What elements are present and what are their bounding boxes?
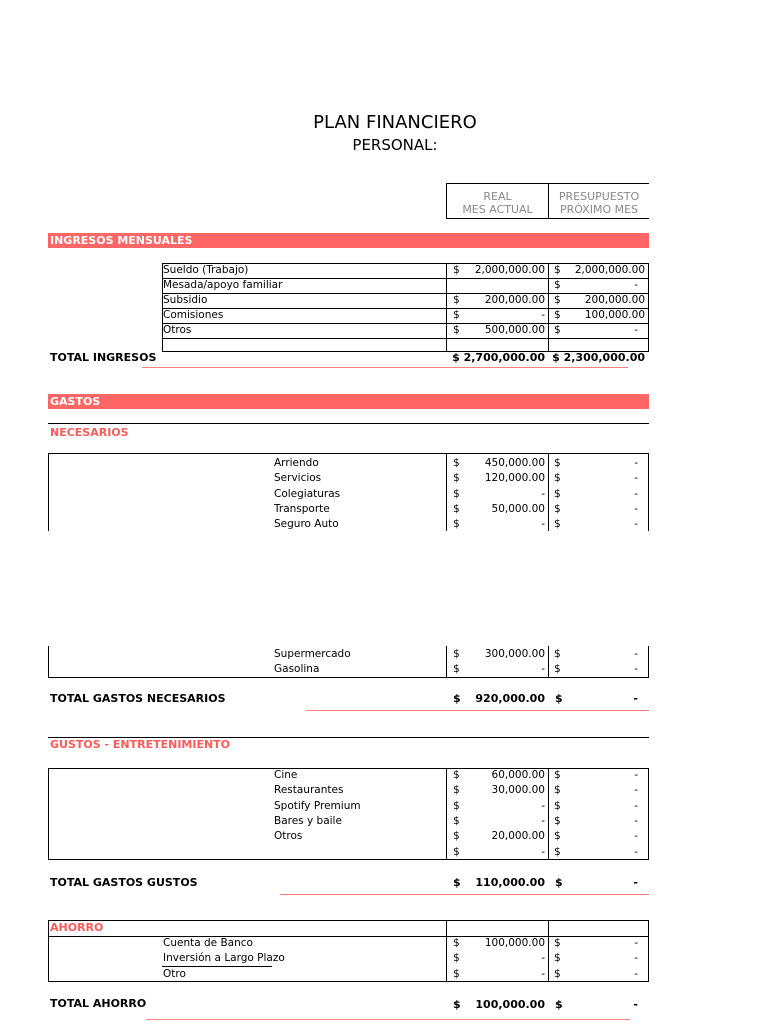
value-real: - xyxy=(541,952,545,965)
value-real: 50,000.00 xyxy=(491,502,545,515)
currency-symbol: $ xyxy=(453,784,460,797)
value-budget: 200,000.00 xyxy=(584,294,645,306)
total-ingresos-budget: $ 2,300,000.00 xyxy=(552,351,645,364)
total-gustos-label: TOTAL GASTOS GUSTOS xyxy=(50,876,198,889)
row-label: Servicios xyxy=(274,472,322,485)
value-budget: - xyxy=(634,952,638,965)
currency-symbol: $ xyxy=(554,518,561,531)
value-budget: - xyxy=(634,830,638,843)
currency-symbol: $ xyxy=(453,845,460,858)
currency-symbol: $ xyxy=(453,830,460,843)
total-gustos-budget: - xyxy=(633,876,638,889)
value-real: 450,000.00 xyxy=(484,457,545,469)
value-budget: - xyxy=(634,937,638,949)
column-header-real: REAL MES ACTUAL xyxy=(462,190,533,216)
currency-symbol: $ xyxy=(554,830,561,843)
total-ahorro-real: 100,000.00 xyxy=(475,998,545,1011)
total-necesarios-budget-dollar: $ xyxy=(555,692,563,705)
currency-symbol: $ xyxy=(453,294,460,306)
row-label: Seguro Auto xyxy=(274,518,339,531)
currency-symbol: $ xyxy=(554,663,561,676)
currency-symbol: $ xyxy=(453,487,460,500)
row-label: Arriendo xyxy=(274,457,319,469)
value-budget: - xyxy=(634,814,638,827)
row-label: Sueldo (Trabajo) xyxy=(163,264,249,276)
value-budget: - xyxy=(634,279,638,291)
currency-symbol: $ xyxy=(453,799,460,812)
currency-symbol: $ xyxy=(554,264,561,276)
value-budget: - xyxy=(634,663,638,676)
value-budget: - xyxy=(634,799,638,812)
row-label: Mesada/apoyo familiar xyxy=(163,279,283,291)
currency-symbol: $ xyxy=(453,952,460,965)
currency-symbol: $ xyxy=(453,472,460,485)
currency-symbol: $ xyxy=(453,967,460,980)
currency-symbol: $ xyxy=(554,502,561,515)
value-budget: 2,000,000.00 xyxy=(574,264,645,276)
value-budget: - xyxy=(634,502,638,515)
subheader-ahorro: AHORRO xyxy=(50,921,104,934)
total-ingresos-label: TOTAL INGRESOS xyxy=(50,351,157,364)
total-gustos-budget-dollar: $ xyxy=(555,876,563,889)
currency-symbol: $ xyxy=(453,324,460,336)
value-real: 30,000.00 xyxy=(491,784,545,797)
currency-symbol: $ xyxy=(554,784,561,797)
row-label: Cine xyxy=(274,769,298,781)
currency-symbol: $ xyxy=(453,518,460,531)
value-budget: - xyxy=(634,324,638,336)
section-header-gastos: GASTOS xyxy=(48,394,649,409)
currency-symbol: $ xyxy=(554,324,561,336)
value-budget: - xyxy=(634,518,638,531)
currency-symbol: $ xyxy=(554,472,561,485)
page-subtitle: PERSONAL: xyxy=(352,136,438,154)
row-label: Restaurantes xyxy=(274,784,344,797)
total-necesarios-real: 920,000.00 xyxy=(475,692,545,705)
currency-symbol: $ xyxy=(554,769,561,781)
row-label: Spotify Premium xyxy=(274,799,361,812)
total-necesarios-label: TOTAL GASTOS NECESARIOS xyxy=(50,692,226,705)
value-real: - xyxy=(541,309,545,321)
row-label: Cuenta de Banco xyxy=(163,937,253,949)
value-budget: - xyxy=(634,472,638,485)
row-label: Otro xyxy=(163,967,186,980)
currency-symbol: $ xyxy=(453,264,460,276)
total-ahorro-real-dollar: $ xyxy=(453,998,461,1011)
currency-symbol: $ xyxy=(554,937,561,949)
value-budget: 100,000.00 xyxy=(584,309,645,321)
value-real: - xyxy=(541,814,545,827)
total-necesarios-budget: - xyxy=(633,692,638,705)
row-label: Gasolina xyxy=(274,663,320,676)
currency-symbol: $ xyxy=(453,309,460,321)
value-real: - xyxy=(541,518,545,531)
value-real: 200,000.00 xyxy=(484,294,545,306)
value-budget: - xyxy=(634,967,638,980)
row-label: Otros xyxy=(163,324,192,336)
value-real: - xyxy=(541,845,545,858)
currency-symbol: $ xyxy=(453,769,460,781)
row-label: Comisiones xyxy=(163,309,224,321)
currency-symbol: $ xyxy=(554,799,561,812)
currency-symbol: $ xyxy=(554,457,561,469)
currency-symbol: $ xyxy=(554,845,561,858)
currency-symbol: $ xyxy=(554,967,561,980)
row-label: Otros xyxy=(274,830,303,843)
value-real: 2,000,000.00 xyxy=(474,264,545,276)
subheader-gustos: GUSTOS - ENTRETENIMIENTO xyxy=(50,738,231,751)
value-real: - xyxy=(541,663,545,676)
value-real: 120,000.00 xyxy=(484,472,545,485)
currency-symbol: $ xyxy=(453,648,460,660)
currency-symbol: $ xyxy=(453,814,460,827)
value-real: 500,000.00 xyxy=(484,324,545,336)
value-budget: - xyxy=(634,769,638,781)
total-gustos-real-dollar: $ xyxy=(453,876,461,889)
page-title: PLAN FINANCIERO xyxy=(313,112,477,133)
value-real: 100,000.00 xyxy=(484,937,545,949)
total-ahorro-budget: - xyxy=(633,998,638,1011)
value-budget: - xyxy=(634,648,638,660)
value-real: 20,000.00 xyxy=(491,830,545,843)
value-budget: - xyxy=(634,457,638,469)
value-real: - xyxy=(541,799,545,812)
row-label: Colegiaturas xyxy=(274,487,341,500)
subheader-necesarios: NECESARIOS xyxy=(50,426,129,439)
value-real: - xyxy=(541,487,545,500)
currency-symbol: $ xyxy=(453,937,460,949)
row-label: Subsidio xyxy=(163,294,208,306)
value-real: - xyxy=(541,967,545,980)
column-header-budget: PRESUPUESTO PRÓXIMO MES xyxy=(558,190,640,216)
row-label: Transporte xyxy=(274,502,330,515)
currency-symbol: $ xyxy=(554,294,561,306)
currency-symbol: $ xyxy=(554,952,561,965)
value-budget: - xyxy=(634,784,638,797)
currency-symbol: $ xyxy=(453,502,460,515)
currency-symbol: $ xyxy=(453,457,460,469)
value-budget: - xyxy=(634,845,638,858)
total-ahorro-label: TOTAL AHORRO xyxy=(50,997,147,1010)
row-label: Inversión a Largo Plazo xyxy=(163,952,285,965)
currency-symbol: $ xyxy=(554,279,561,291)
total-ingresos-real: $ 2,700,000.00 xyxy=(452,351,545,364)
row-label: Supermercado xyxy=(274,648,351,660)
value-real: 300,000.00 xyxy=(484,648,545,660)
currency-symbol: $ xyxy=(554,487,561,500)
value-budget: - xyxy=(634,487,638,500)
row-label: Bares y baile xyxy=(274,814,342,827)
total-necesarios-real-dollar: $ xyxy=(453,692,461,705)
currency-symbol: $ xyxy=(554,648,561,660)
currency-symbol: $ xyxy=(554,814,561,827)
total-gustos-real: 110,000.00 xyxy=(475,876,545,889)
currency-symbol: $ xyxy=(554,309,561,321)
section-header-ingresos: INGRESOS MENSUALES xyxy=(48,233,649,248)
total-ahorro-budget-dollar: $ xyxy=(555,998,563,1011)
currency-symbol: $ xyxy=(453,663,460,676)
value-real: 60,000.00 xyxy=(491,769,545,781)
